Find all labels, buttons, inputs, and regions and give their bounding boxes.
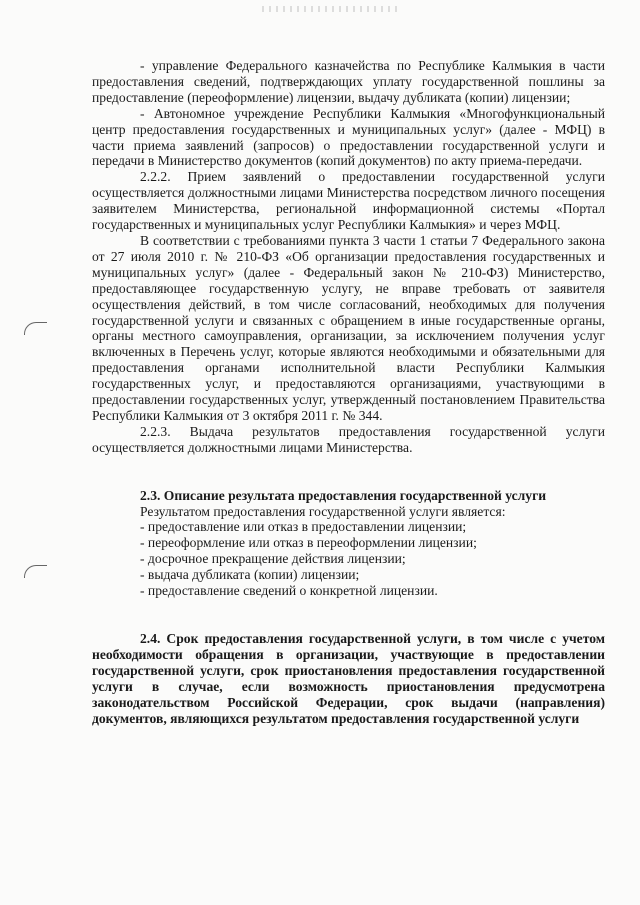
- paragraph-federal-law: В соответствии с требованиями пункта 3 части 1 статьи 7 Федерального закона от 27 июля 2010 г. № 210-ФЗ «Об организации предоставления государственных и муниципальных услуг» (далее - Федеральный закон № 210-ФЗ) Министерство, предоставляющее государственную услугу, не вправе требовать от заявителя осуществления действий, в том числе согласований, необходимых для получения государственной услуги и связанных с обращением в иные государственные органы, органы местного самоуправления, организации, за исключением получения услуг включенных в Перечень услуг, которые являются необходимыми и обязательными для предоставления органами исполнительной власти Республики Калмыкия государственных услуг, и предоставляются организациями, участвующими в предоставлении государственных услуг, утвержденный постановлением Правительства Республики Калмыкия от 3 октября 2011 г. № 344.: [92, 232, 605, 423]
- spacer: [92, 456, 605, 472]
- section-2-3-intro: Результатом предоставления государственной услуги является:: [140, 503, 506, 519]
- result-list: [92, 519, 605, 599]
- list-item: - предоставление или отказ в предоставлении лицензии;: [140, 519, 467, 535]
- section-2-4-title: 2.4. Срок предоставления государственной услуги, в том числе с учетом необходимости обращения в организации, участвующие в предоставлении государственной услуги, срок приостановления предоставления государственной услуги в случае, если возможность приостановления предусмотрена законодательством Российской Федерации, срок выдачи (направления) документов, являющихся результатом предоставления государственной услуги: [92, 631, 605, 726]
- paragraph-2-2-3: 2.2.3. Выдача результатов предоставления государственной услуги осуществляется должностными лицами Министерства.: [92, 423, 605, 455]
- punch-hole-mark: [24, 322, 47, 335]
- punch-hole-mark: [24, 565, 47, 578]
- list-item: - предоставление сведений о конкретной лицензии.: [140, 583, 438, 599]
- section-2-3-title: 2.3. Описание результата предоставления государственной услуги: [140, 487, 547, 503]
- list-item: - выдача дубликата (копии) лицензии;: [140, 567, 360, 583]
- spacer: [92, 599, 605, 615]
- document-body: [92, 58, 605, 726]
- list-item: - досрочное прекращение действия лицензии;: [140, 551, 406, 567]
- paragraph-2-2-2: 2.2.2. Прием заявлений о предоставлении государственной услуги осуществляется должностными лицами Министерства посредством личного посещения заявителем Министерства, региональной информационной системы «Портал государственных и муниципальных услуг Республики Калмыкия» и через МФЦ.: [92, 169, 605, 233]
- paragraph-treasury: - управление Федерального казначейства по Республике Калмыкия в части предоставления сведений, подтверждающих уплату государственной пошлины за предоставление (переоформление) лицензии, выдачу дубликата (копии) лицензии;: [92, 58, 605, 105]
- paragraph-mfc: - Автономное учреждение Республики Калмыкия «Многофункциональный центр предоставления государственных и муниципальных услуг» (далее - МФЦ) в части приема заявлений (запросов) о предоставлении государственной услуги и передачи в Министерство документов (копий документов) по акту приема-передачи.: [92, 105, 605, 169]
- list-item: - переоформление или отказ в переоформлении лицензии;: [140, 535, 477, 551]
- spacer: [92, 615, 605, 631]
- spacer: [92, 472, 605, 488]
- scan-speckle: [262, 6, 402, 12]
